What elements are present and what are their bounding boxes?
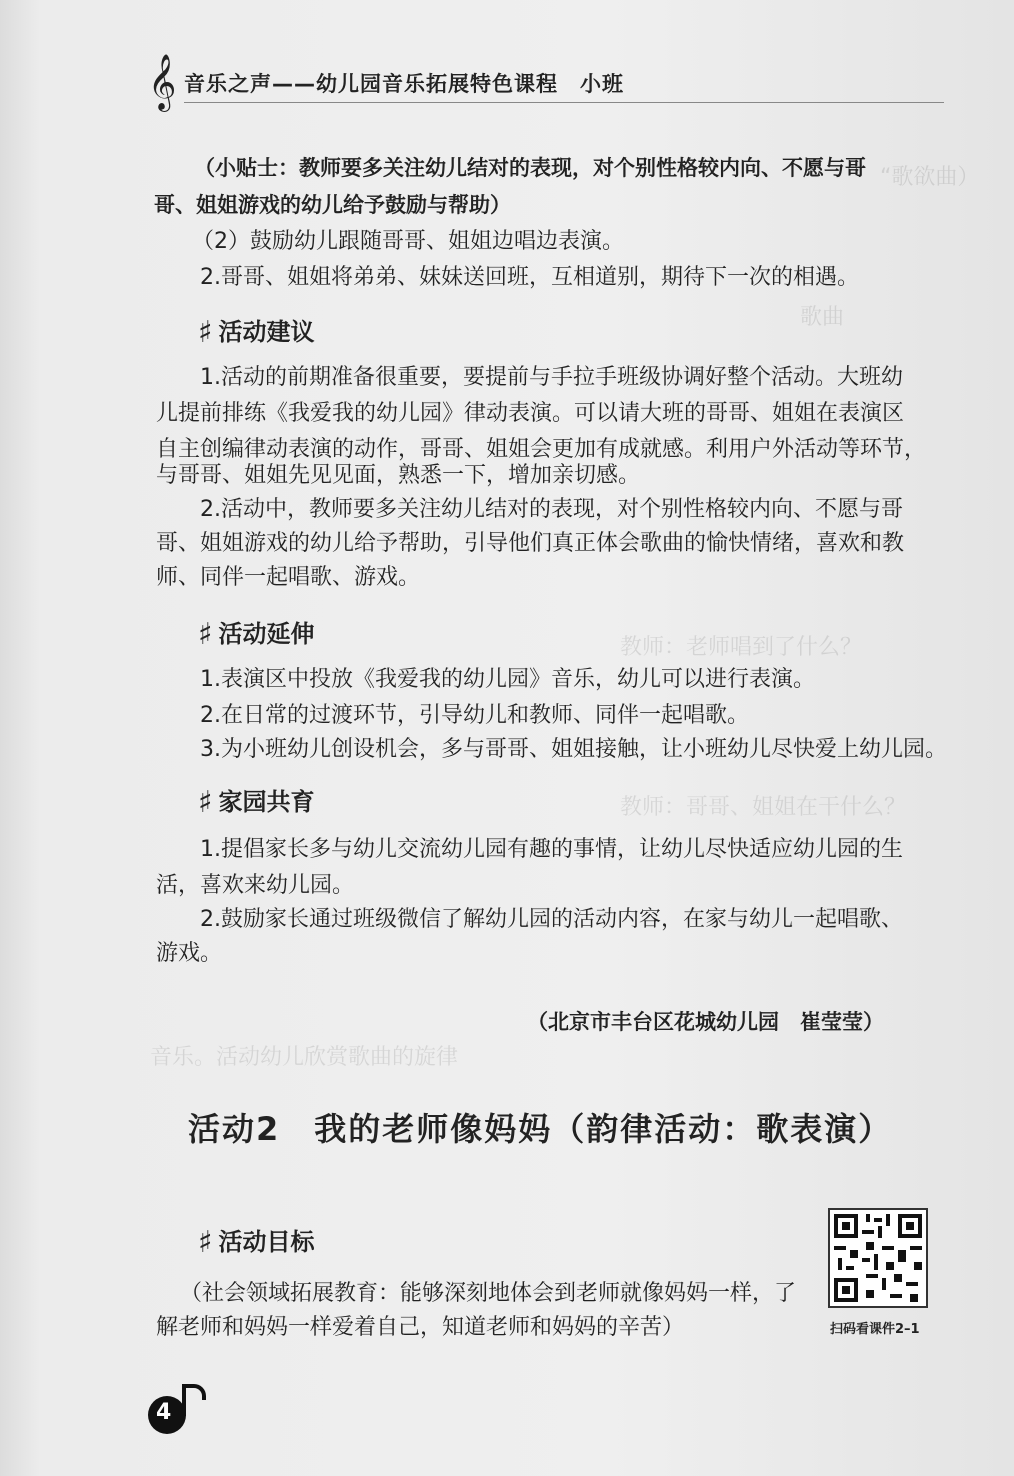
- sharp-icon: ♯: [198, 785, 213, 820]
- body-line: 自主创编律动表演的动作，哥哥、姐姐会更加有成就感。利用户外活动等环节，: [156, 437, 927, 462]
- section-heading-home: ♯ 家园共育: [198, 785, 315, 820]
- header-title: 音乐之声——幼儿园音乐拓展特色课程 小班: [184, 72, 624, 96]
- treble-clef-icon: 𝄞: [148, 54, 177, 110]
- section-heading-extension: ♯ 活动延伸: [198, 617, 315, 652]
- qr-code-icon[interactable]: [828, 1208, 928, 1308]
- tip-line-1: （小贴士：教师要多关注幼儿结对的表现，对个别性格较内向、不愿与哥: [194, 155, 866, 180]
- author-signature: （北京市丰台区花城幼儿园 崔莹莹）: [527, 1009, 884, 1034]
- body-line: 3.为小班幼儿创设机会，多与哥哥、姐姐接触，让小班幼儿尽快爱上幼儿园。: [200, 737, 947, 762]
- body-line: 1.活动的前期准备很重要，要提前与手拉手班级协调好整个活动。大班幼: [200, 365, 903, 390]
- body-line: 游戏。: [156, 941, 223, 966]
- body-line: 哥、姐姐游戏的幼儿给予帮助，引导他们真正体会歌曲的愉快情绪，喜欢和教: [156, 531, 905, 556]
- body-line: （2）鼓励幼儿跟随哥哥、姐姐边唱边表演。: [192, 229, 624, 254]
- book-page: “歌欲曲） 歌曲 教师：老师唱到了什么？ 教师：哥哥、姐姐在干什么？ 音乐。活动幼儿欣赏歌曲的旋律 𝄞 音乐之声——幼儿园音乐拓展特色课程 小班 （小贴士：教师要多关注幼儿结对的表现，对个别性格较内向、不愿与哥 哥、姐姐游戏的幼儿给予鼓励与帮助） （2）鼓励幼儿跟随哥哥、姐姐边唱边表演。 2.哥哥、姐姐将弟弟、妹妹送回班，互相道别，期待下一次的相遇。 ♯ 活动建议 1.活动的前期准备很重要，要提前与手拉手班级协调好整个活动。大班幼 儿提前排练《我爱我的幼儿园》律动表演。可以请大班的哥哥、姐姐在表演区 自主创编律动表演的动作，哥哥、姐姐会更加有成就感。利用户外活动等环节， 与哥哥、姐姐先见见面，熟悉一下，增加亲切感。 2.活动中，教师要多关注幼儿结对的表现，对个别性格较内向、不愿与哥 哥、姐姐游戏的幼儿给予帮助，引导他们真正体会歌曲的愉快情绪，喜欢和教 师、同伴一起唱歌、游戏。 ♯ 活动延伸 1.表演区中投放《我爱我的幼儿园》音乐，幼儿可以进行表演。 2.在日常的过渡环节，引导幼儿和教师、同伴一起唱歌。 3.为小班幼儿创设机会，多与哥哥、姐姐接触，让小班幼儿尽快爱上幼儿园。 ♯ 家园共育 1.提倡家长多与幼儿交流幼儿园有趣的事情，让幼儿尽快适应幼儿园的生 活，喜欢来幼儿园。 2.鼓励家长通过班级微信了解幼儿园的活动内容，在家与幼儿一起唱歌、 游戏。 （北京市丰台区花城幼儿园 崔莹莹） 活动2 我的老师像妈妈（韵律活动：歌表演） ♯ 活动目标 （社会领域拓展教育：能够深刻地体会到老师就像妈妈一样，了 解老师和妈妈一样爱着自己，知道老师和妈妈的辛苦） 扫码看课件2–1 4: [0, 0, 1014, 1476]
- body-line: 1.表演区中投放《我爱我的幼儿园》音乐，幼儿可以进行表演。: [200, 667, 815, 692]
- sharp-icon: ♯: [198, 315, 213, 350]
- sharp-icon: ♯: [198, 617, 213, 652]
- body-line: 师、同伴一起唱歌、游戏。: [156, 565, 421, 590]
- sharp-icon: ♯: [198, 1225, 213, 1260]
- section-heading-suggestion: ♯ 活动建议: [198, 315, 315, 350]
- body-line: 与哥哥、姐姐先见见面，熟悉一下，增加亲切感。: [156, 463, 641, 488]
- body-line: 2.在日常的过渡环节，引导幼儿和教师、同伴一起唱歌。: [200, 703, 749, 728]
- body-line: 活，喜欢来幼儿园。: [156, 873, 355, 898]
- running-header: [148, 54, 968, 110]
- body-line: 2.活动中，教师要多关注幼儿结对的表现，对个别性格较内向、不愿与哥: [200, 497, 903, 522]
- body-line: 解老师和妈妈一样爱着自己，知道老师和妈妈的辛苦）: [156, 1315, 685, 1340]
- header-rule: [184, 102, 944, 103]
- page-number-note-icon: [144, 1384, 204, 1444]
- page-number: 4: [156, 1400, 172, 1425]
- body-line: 儿提前排练《我爱我的幼儿园》律动表演。可以请大班的哥哥、姐姐在表演区: [156, 401, 905, 426]
- body-line: 2.哥哥、姐姐将弟弟、妹妹送回班，互相道别，期待下一次的相遇。: [200, 265, 859, 290]
- qr-caption: 扫码看课件2–1: [830, 1322, 920, 1337]
- body-line: 1.提倡家长多与幼儿交流幼儿园有趣的事情，让幼儿尽快适应幼儿园的生: [200, 837, 903, 862]
- body-line: （社会领域拓展教育：能够深刻地体会到老师就像妈妈一样，了: [180, 1281, 797, 1306]
- tip-line-2: 哥、姐姐游戏的幼儿给予鼓励与帮助）: [154, 192, 511, 217]
- section-heading-goal: ♯ 活动目标: [198, 1225, 315, 1260]
- body-line: 2.鼓励家长通过班级微信了解幼儿园的活动内容，在家与幼儿一起唱歌、: [200, 907, 903, 932]
- activity-title: 活动2 我的老师像妈妈（韵律活动：歌表演）: [188, 1110, 893, 1148]
